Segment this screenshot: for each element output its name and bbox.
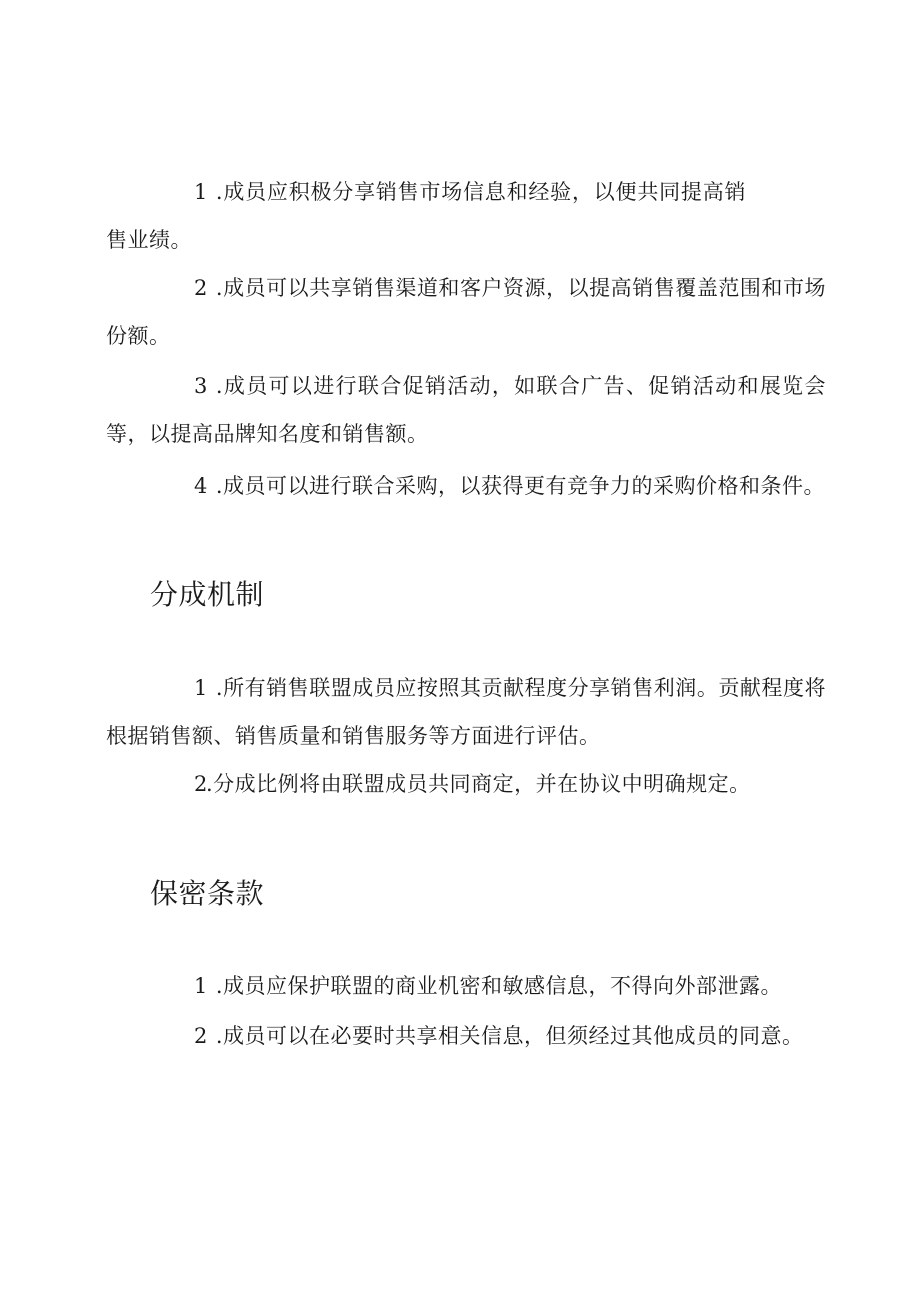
item-text: .所有销售联盟成员应按照其贡献程度分享销售利润。贡献程度将根据销售额、销售质量和销售服务等方面进行评估。 (106, 676, 826, 748)
section-heading-confidential: 保密条款 (150, 877, 265, 910)
item-text: .成员可以共享销售渠道和客户资源，以提高销售覆盖范围和市场份额。 (106, 276, 826, 348)
sales-item-1 (106, 168, 746, 264)
profit-item-2 (106, 760, 826, 808)
confidential-item-1 (106, 962, 826, 1010)
item-number: 2 (194, 772, 208, 796)
profit-item-1 (106, 664, 826, 760)
sales-item-2 (106, 264, 826, 360)
item-text: .成员可以在必要时共享相关信息，但须经过其他成员的同意。 (215, 1024, 804, 1048)
item-number: 2 (194, 276, 208, 300)
item-number: 4 (194, 474, 208, 498)
item-number: 1 (194, 676, 208, 700)
sales-item-3 (106, 362, 826, 458)
item-text: .分成比例将由联盟成员共同商定，并在协议中明确规定。 (206, 772, 751, 796)
item-text: .成员可以进行联合促销活动，如联合广告、促销活动和展览会等，以提高品牌知名度和销售额。 (106, 374, 826, 446)
item-number: 1 (194, 180, 208, 204)
item-text: .成员可以进行联合采购，以获得更有竞争力的采购价格和条件。 (215, 474, 826, 498)
section-heading-profit: 分成机制 (150, 578, 265, 611)
item-text: .成员应积极分享销售市场信息和经验，以便共同提高销售业绩。 (106, 180, 746, 252)
item-text: .成员应保护联盟的商业机密和敏感信息，不得向外部泄露。 (215, 974, 783, 998)
item-number: 2 (194, 1024, 208, 1048)
confidential-item-2 (106, 1012, 826, 1060)
sales-item-4 (106, 462, 826, 510)
item-number: 3 (194, 374, 208, 398)
item-number: 1 (194, 974, 208, 998)
